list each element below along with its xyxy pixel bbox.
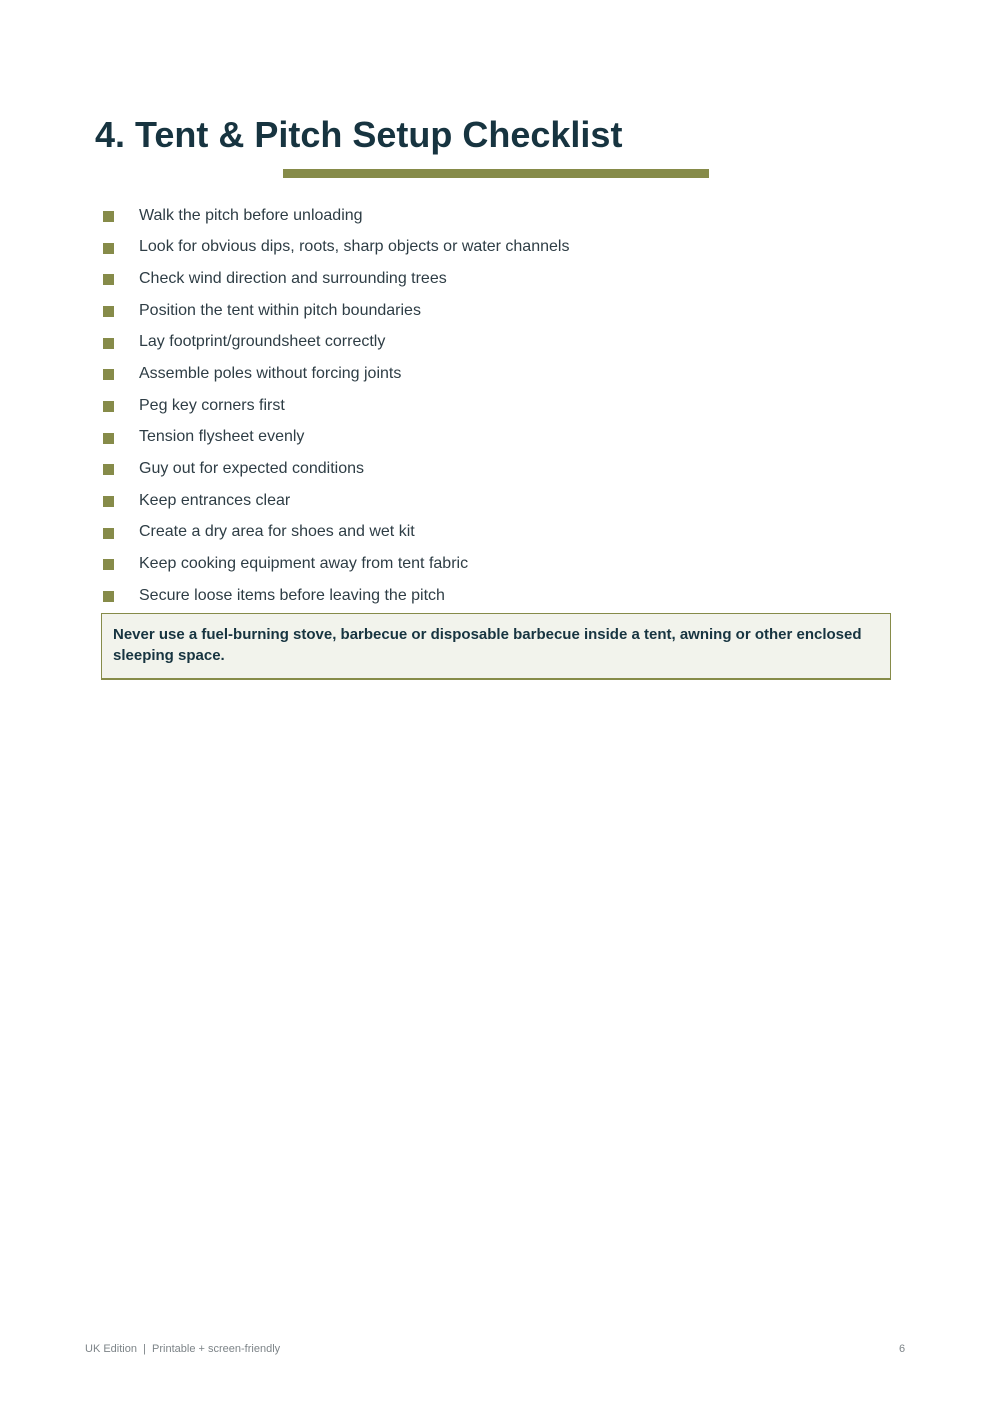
- square-bullet-icon: [103, 591, 114, 602]
- checklist-item-label: Lay footprint/groundsheet correctly: [139, 333, 386, 351]
- checklist-item-label: Walk the pitch before unloading: [139, 206, 363, 224]
- checklist-item: [101, 358, 891, 390]
- footer-page-number: 6: [899, 1343, 906, 1355]
- checklist-item: [101, 485, 891, 517]
- checklist-item-label: Tension flysheet evenly: [139, 428, 305, 446]
- checklist-item-label: Secure loose items before leaving the pitch: [139, 586, 445, 604]
- checklist-item-label: Assemble poles without forcing joints: [139, 365, 402, 383]
- checklist-item: [101, 390, 891, 422]
- safety-warning-box: [101, 613, 891, 680]
- square-bullet-icon: [103, 401, 114, 412]
- setup-checklist: [101, 200, 891, 612]
- checklist-item: [101, 517, 891, 549]
- square-bullet-icon: [103, 338, 114, 349]
- square-bullet-icon: [103, 433, 114, 444]
- checklist-item-label: Keep entrances clear: [139, 491, 291, 509]
- square-bullet-icon: [103, 243, 114, 254]
- checklist-item-label: Keep cooking equipment away from tent fabric: [139, 555, 469, 573]
- checklist-item-label: Peg key corners first: [139, 396, 285, 414]
- square-bullet-icon: [103, 211, 114, 222]
- checklist-item: [101, 548, 891, 580]
- square-bullet-icon: [103, 274, 114, 285]
- square-bullet-icon: [103, 306, 114, 317]
- square-bullet-icon: [103, 528, 114, 539]
- checklist-item: [101, 232, 891, 264]
- checklist-item: [101, 580, 891, 612]
- square-bullet-icon: [103, 464, 114, 475]
- page-title: 4. Tent & Pitch Setup Checklist: [95, 114, 623, 155]
- checklist-item-label: Guy out for expected conditions: [139, 460, 365, 478]
- square-bullet-icon: [103, 369, 114, 380]
- checklist-item: [101, 200, 891, 232]
- title-underline-rule: [283, 169, 709, 178]
- checklist-item: [101, 453, 891, 485]
- checklist-item-label: Create a dry area for shoes and wet kit: [139, 523, 415, 541]
- footer-edition-text: UK Edition | Printable + screen-friendly: [85, 1343, 281, 1355]
- square-bullet-icon: [103, 496, 114, 507]
- checklist-item-label: Position the tent within pitch boundaries: [139, 301, 421, 319]
- checklist-item: [101, 327, 891, 359]
- safety-warning-text: Never use a fuel-burning stove, barbecue or disposable barbecue inside a tent, awning or other enclosed sleeping space.: [113, 626, 862, 664]
- checklist-item-label: Check wind direction and surrounding trees: [139, 270, 447, 288]
- checklist-item: [101, 422, 891, 454]
- checklist-item: [101, 263, 891, 295]
- square-bullet-icon: [103, 559, 114, 570]
- checklist-item: [101, 295, 891, 327]
- checklist-item-label: Look for obvious dips, roots, sharp objects or water channels: [139, 238, 570, 256]
